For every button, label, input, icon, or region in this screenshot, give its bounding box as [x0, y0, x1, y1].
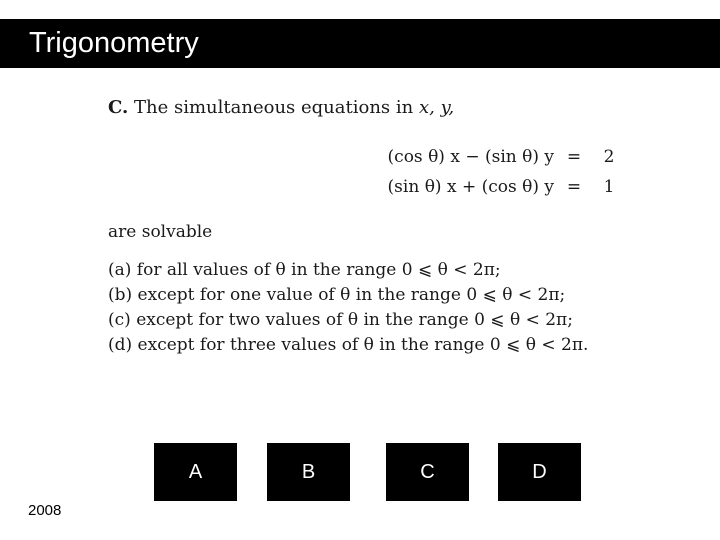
- question-label: C.: [108, 97, 129, 118]
- equation-row-1: [378, 142, 628, 172]
- question-variables: x, y,: [418, 97, 455, 118]
- option-d: (d) except for three values of θ in the range 0 ⩽ θ < 2π.: [108, 335, 589, 355]
- year-label: 2008: [28, 502, 62, 519]
- equation-row-2: [378, 172, 628, 202]
- question-intro: are solvable: [108, 222, 213, 242]
- answer-b-button[interactable]: B: [267, 443, 350, 501]
- equation-relation: =: [566, 177, 582, 197]
- answer-a-button[interactable]: A: [154, 443, 237, 501]
- question-block: [108, 96, 628, 358]
- option-a: (a) for all values of θ in the range 0 ⩽ θ < 2π;: [108, 260, 501, 280]
- equation-lhs: (sin θ) x + (cos θ) y: [387, 177, 554, 197]
- options-list: [108, 258, 628, 358]
- answer-buttons: [0, 443, 720, 503]
- answer-c-button[interactable]: C: [386, 443, 469, 501]
- page-title: Trigonometry: [29, 27, 199, 59]
- question-prompt-text: The simultaneous equations in: [134, 97, 414, 118]
- equation-relation: =: [566, 147, 582, 167]
- answer-d-button[interactable]: D: [498, 443, 581, 501]
- equation-rhs: 1: [603, 177, 615, 197]
- equation-rhs: 2: [603, 147, 615, 167]
- option-c: (c) except for two values of θ in the range 0 ⩽ θ < 2π;: [108, 310, 573, 330]
- title-bar: [0, 19, 720, 68]
- question-prompt: [108, 96, 628, 120]
- equation-lhs: (cos θ) x − (sin θ) y: [387, 147, 554, 167]
- equation-system: [378, 142, 628, 202]
- option-b: (b) except for one value of θ in the range 0 ⩽ θ < 2π;: [108, 285, 566, 305]
